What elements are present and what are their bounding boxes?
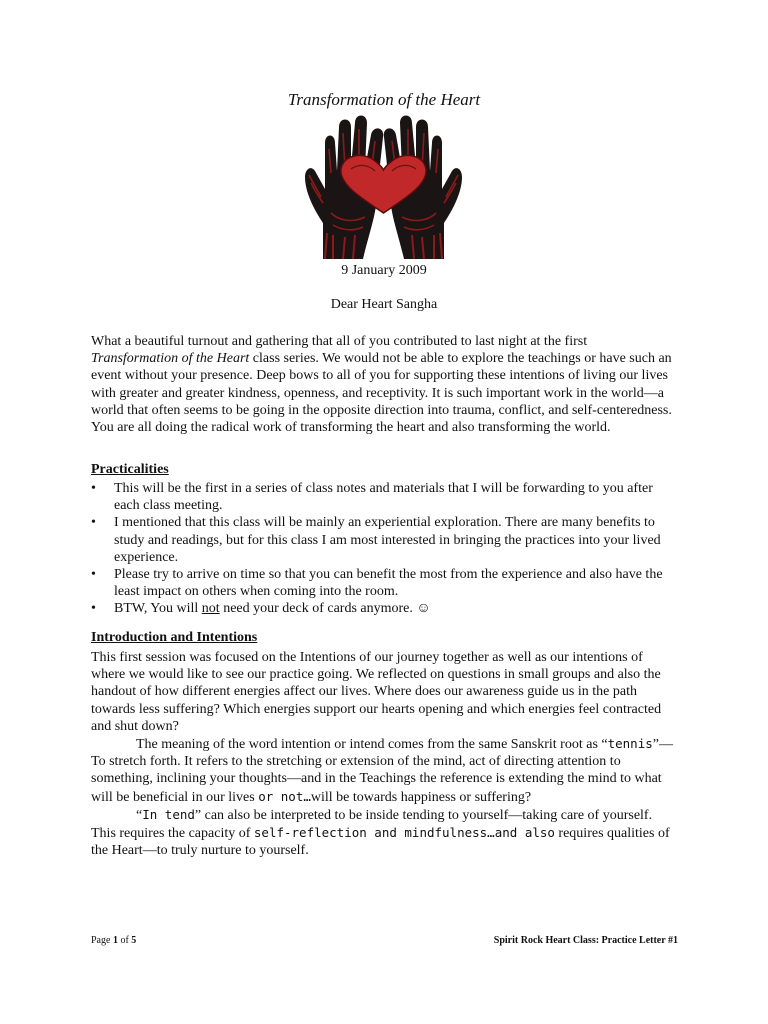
underlined-word: not (201, 601, 220, 617)
intro-text-2: class series. We would not be able to explore the teachings or have such an event without your presence. Deep bows to all of you for supporting these intentions of living our lives with greater and greater kindness, openness, and receptivity. It is such important work in the world—a world that often seems to be going in the opposite direction into trauma, conflict, and self-centeredness. You are all doing the radical work of transforming the heart and also transforming the world. (91, 351, 672, 436)
section-heading-practicalities: Practicalities (91, 462, 169, 477)
hands-holding-heart-icon (303, 113, 464, 259)
letter-greeting: Dear Heart Sangha (330, 297, 438, 312)
document-title: Transformation of the Heart (287, 90, 481, 109)
list-item: • This will be the first in a series of class notes and materials that I will be forwarding to you after each class meeting. (91, 481, 653, 514)
list-item: • Please try to arrive on time so that you can benefit the most from the experience and also have the least impact on others when coming into the room. (91, 567, 663, 600)
intro-text-1: What a beautiful turnout and gathering that all of you contributed to last night at the first (91, 334, 588, 349)
intro-paragraph (91, 333, 679, 436)
intro-series-title: Transformation of the Heart (91, 351, 250, 367)
intentions-section (91, 649, 679, 859)
intentions-paragraph-3: “In tend” can also be interpreted to be inside tending to yourself—taking care of yourself. This requires the capacity of self-reflection and mindfulness…and also requires qualities of the Heart—to truly nurture to yourself. (91, 806, 670, 859)
footer-title: Spirit Rock Heart Class: Practice Letter #1 (493, 935, 678, 946)
bullet-icon: • (91, 515, 96, 531)
intentions-paragraph-2: The meaning of the word intention or intend comes from the same Sanskrit root as “tennis”—To stretch forth. It refers to the stretching or extension of the mind, act of directing attention to something, inclining your thoughts—and in the Teachings the reference is extending the mind to what will be beneficial in our lives or not…will be towards happiness or suffering? (91, 736, 673, 805)
bullet-icon: • (91, 567, 96, 583)
practicalities-list (91, 480, 679, 618)
page-number: Page 1 of 5 (91, 935, 137, 946)
section-heading-introduction: Introduction and Intentions (91, 630, 258, 645)
bullet-icon: • (91, 481, 96, 496)
list-item: • I mentioned that this class will be mainly an experiential exploration. There are many benefits to study and readings, but for this class I am most interested in bringing the practices into your lived experience. (91, 515, 661, 565)
list-item: • BTW, You will not need your deck of cards anymore. ☺ (91, 601, 431, 617)
intentions-paragraph-1: This first session was focused on the Intentions of our journey together as well as our intentions of where we would like to see our practice going. We reflected on questions in small groups and also the handout of how different energies affect our lives. Where does our awareness guide us in the path towards less suffering? Which energies support our hearts opening and which energies feel contracted and shut down? (91, 650, 662, 734)
letter-date: 9 January 2009 (341, 263, 427, 278)
bullet-icon: • (91, 601, 96, 617)
